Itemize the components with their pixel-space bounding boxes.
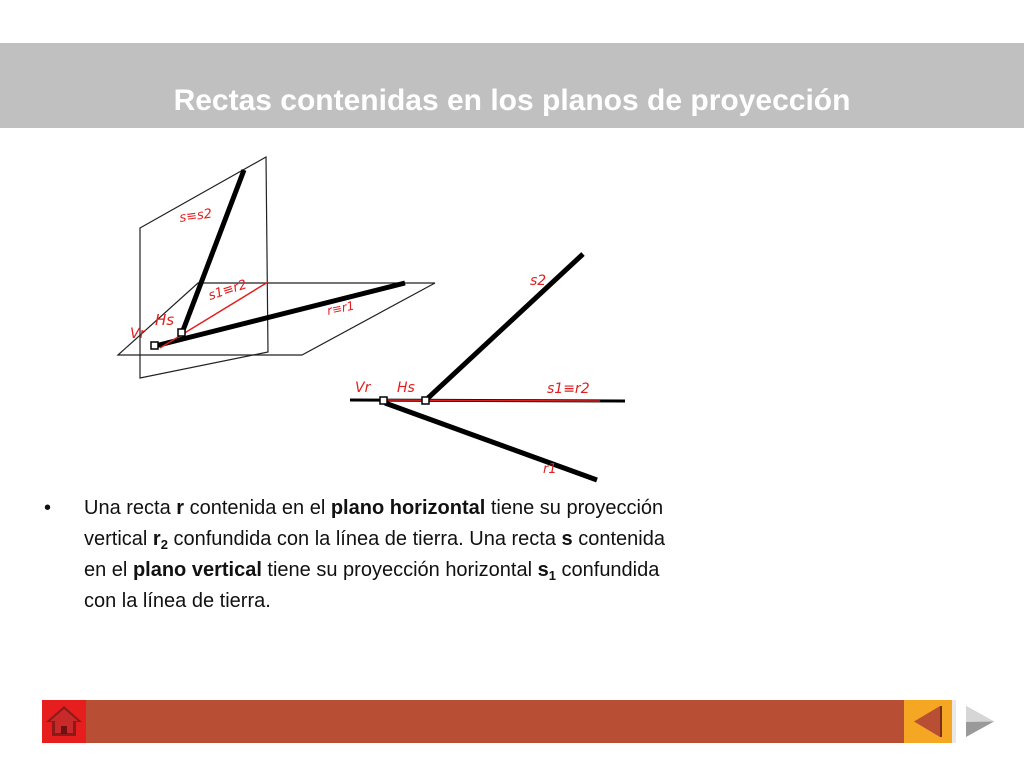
label-s2: s2 <box>530 273 547 289</box>
projection-diagram <box>0 140 700 490</box>
triangle-left-icon <box>904 700 952 743</box>
home-button[interactable] <box>42 700 86 743</box>
point-hs-3d <box>178 329 185 336</box>
title-bar <box>0 43 1024 128</box>
line-s-3d <box>182 170 244 333</box>
next-button[interactable] <box>956 700 1004 743</box>
previous-button[interactable] <box>904 700 952 743</box>
line-s2 <box>428 254 583 398</box>
label-r-eq-r1: r≡r1 <box>325 298 356 318</box>
slide-title: Rectas contenidas en los planos de proyección <box>173 84 851 117</box>
line-r1 <box>385 403 597 480</box>
label-hs-2d: Hs <box>397 380 415 396</box>
triangle-right-icon <box>956 700 1004 743</box>
point-vr-3d <box>151 342 158 349</box>
label-vr-2d: Vr <box>355 380 371 396</box>
bullet-dot: • <box>44 497 52 519</box>
label-s1-eq-r2: s1≡r2 <box>206 277 249 304</box>
line-r-3d <box>155 283 405 346</box>
label-s-eq-s2: s≡s2 <box>178 206 213 226</box>
label-vr-3d: Vr <box>130 326 146 342</box>
label-r1: r1 <box>543 462 557 477</box>
label-s1-eq-r2-2d: s1≡r2 <box>547 381 590 397</box>
point-hs-2d <box>422 397 429 404</box>
bullet-text: Una recta r contenida en el plano horizontal tiene su proyección vertical $r_2$ confundida con la línea de tierra. Una recta s contenida en el plano vertical tiene su proyección horizontal $s_1$ confundida con la línea de tierra. <box>84 497 665 612</box>
footer-bar <box>42 700 952 743</box>
home-icon <box>42 700 86 743</box>
label-hs-3d: Hs <box>155 311 175 329</box>
red-ground-line <box>385 400 600 401</box>
point-vr-2d <box>380 397 387 404</box>
